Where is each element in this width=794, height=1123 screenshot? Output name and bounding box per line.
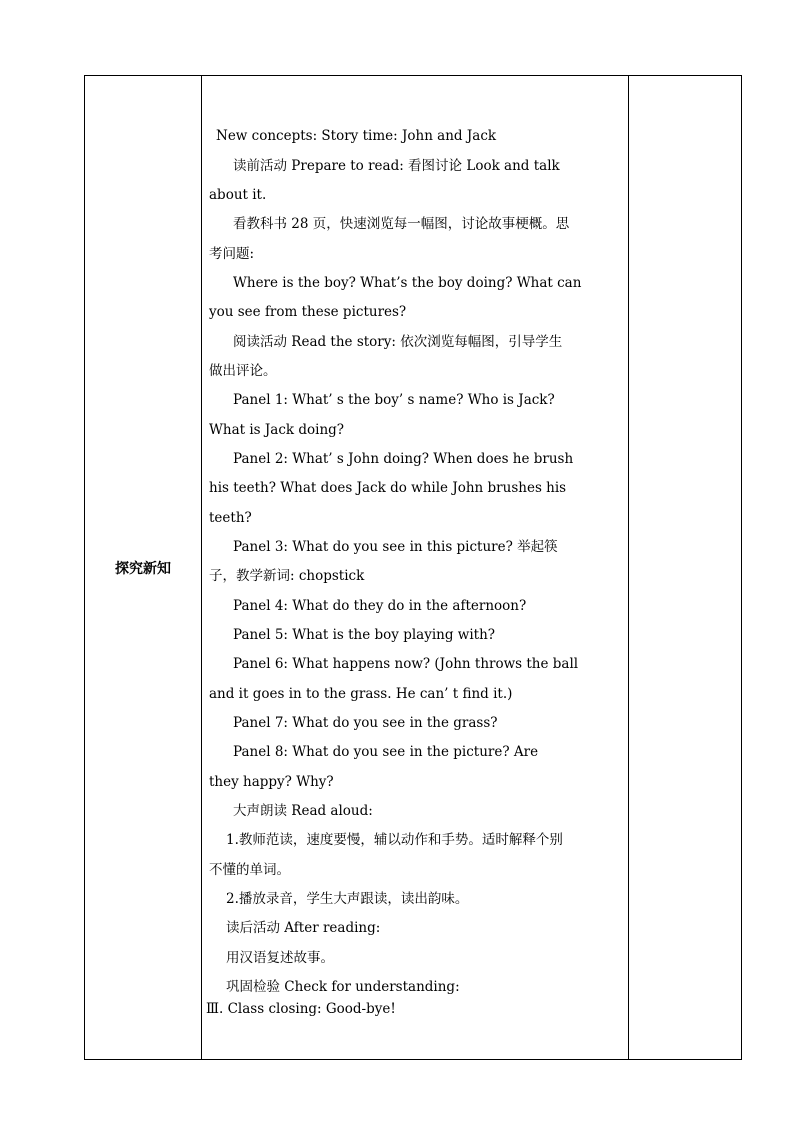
text-line: 1.教师范读，速度要慢，辅以动作和手势。适时解释个别 xyxy=(226,832,563,848)
text-line: Panel 7: What do you see in the grass? xyxy=(233,715,498,731)
text-line: 读后活动 After reading: xyxy=(226,920,381,936)
text-line: 做出评论。 xyxy=(209,363,277,379)
section-label-cell xyxy=(85,76,202,1060)
text-line: Panel 8: What do you see in the picture? Are xyxy=(233,744,539,760)
text-line: Where is the boy? What’s the boy doing? What can xyxy=(233,275,582,291)
text-line: 巩固检验 Check for understanding: xyxy=(226,979,460,995)
table-row xyxy=(85,76,742,1060)
lesson-plan-table xyxy=(84,75,742,1060)
text-line: 读前活动 Prepare to read: 看图讨论 Look and talk xyxy=(233,158,560,174)
text-line: What is Jack doing? xyxy=(209,422,345,438)
text-line: his teeth? What does Jack do while John brushes his xyxy=(209,480,567,496)
text-line: Panel 3: What do you see in this picture? 举起筷 xyxy=(233,539,558,555)
text-line: 阅读活动 Read the story: 依次浏览每幅图，引导学生 xyxy=(233,334,563,350)
text-line: Panel 1: What’ s the boy’ s name? Who is Jack? xyxy=(233,392,555,408)
content-body xyxy=(202,76,628,1059)
text-line: and it goes in to the grass. He can’ t find it.) xyxy=(209,686,513,702)
text-line: 看教科书 28 页，快速浏览每一幅图，讨论故事梗概。思 xyxy=(233,216,570,232)
text-line: New concepts: Story time: John and Jack xyxy=(216,128,497,144)
text-line: they happy? Why? xyxy=(209,774,334,790)
text-line: 子，教学新词: chopstick xyxy=(209,568,365,584)
section-label: 探究新知 xyxy=(115,560,171,577)
text-line: Panel 2: What’ s John doing? When does he brush xyxy=(233,451,574,467)
text-line: teeth? xyxy=(209,510,252,526)
content-cell xyxy=(202,76,629,1060)
text-line: 2.播放录音，学生大声跟读，读出韵味。 xyxy=(226,891,469,907)
notes-cell xyxy=(629,76,742,1060)
text-line: Ⅲ. Class closing: Good-bye! xyxy=(206,1001,396,1017)
text-line: Panel 5: What is the boy playing with? xyxy=(233,627,496,643)
text-line: 用汉语复述故事。 xyxy=(226,950,334,966)
text-line: about it. xyxy=(209,187,267,203)
text-line: 考问题: xyxy=(209,246,255,262)
text-line: you see from these pictures? xyxy=(209,304,407,320)
text-line: 大声朗读 Read aloud: xyxy=(233,803,373,819)
text-line: 不懂的单词。 xyxy=(209,862,290,878)
text-line: Panel 6: What happens now? (John throws the ball xyxy=(233,656,579,672)
text-line: Panel 4: What do they do in the afternoon? xyxy=(233,598,527,614)
